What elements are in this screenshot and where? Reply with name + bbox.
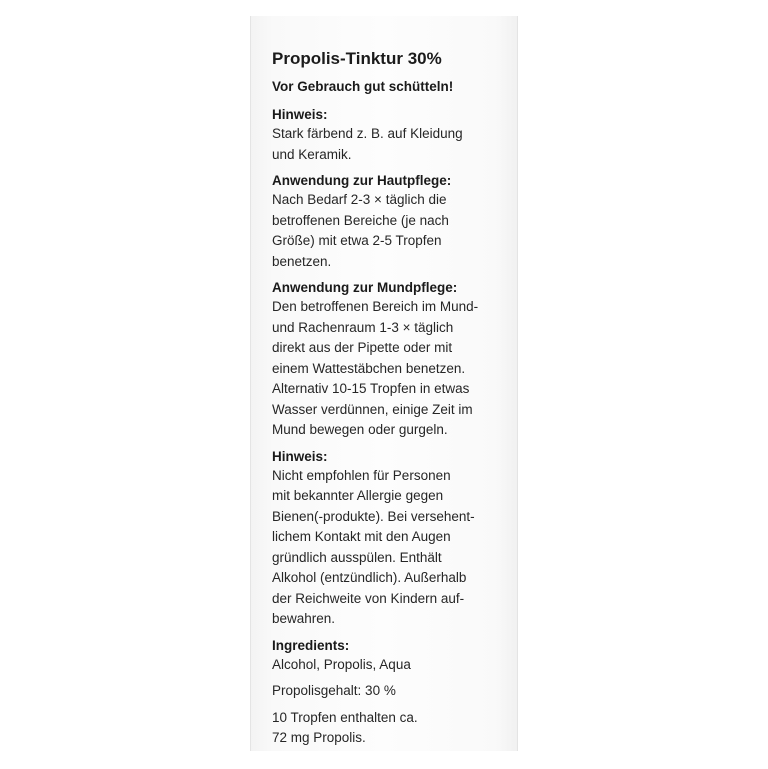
section-text-ingredients — [272, 655, 517, 676]
text-line: betroffenen Bereiche (je nach — [272, 212, 449, 228]
section-heading-ingredients: Ingredients: — [272, 637, 350, 653]
text-line: einem Wattestäbchen benetzen. — [272, 360, 466, 376]
section-text-hinweis-1 — [272, 124, 517, 165]
section-heading-mundpflege: Anwendung zur Mundpflege: — [272, 280, 458, 295]
section-heading-hinweis-2: Hinweis: — [272, 448, 328, 464]
shake-note: Vor Gebrauch gut schütteln! — [272, 79, 454, 94]
product-label — [250, 16, 518, 751]
text-line: und Keramik. — [272, 146, 352, 162]
text-line: direkt aus der Pipette oder mit — [272, 340, 453, 355]
section-heading-hinweis-1: Hinweis: — [272, 107, 328, 122]
text-line: benetzen. — [272, 253, 332, 269]
text-line: Alternativ 10-15 Tropfen in etwas — [272, 381, 470, 396]
text-line: Bienen(-produkte). Bei versehent- — [272, 508, 475, 524]
text-line: Den betroffenen Bereich im Mund- — [272, 299, 479, 314]
text-line: Mund bewegen oder gurgeln. — [272, 422, 448, 437]
text-line: Größe) mit etwa 2-5 Tropfen — [272, 233, 442, 248]
section-text-mundpflege — [272, 297, 517, 441]
section-heading-hautpflege: Anwendung zur Hautpflege: — [272, 173, 452, 188]
text-line: Stark färbend z. B. auf Kleidung — [272, 126, 463, 141]
text-line: Nicht empfohlen für Personen — [272, 467, 451, 483]
dose-info — [272, 708, 517, 749]
text-line: 72 mg Propolis. — [272, 730, 366, 745]
text-line: bewahren. — [272, 611, 336, 626]
text-line: und Rachenraum 1-3 × täglich — [272, 319, 454, 335]
text-line: mit bekannter Allergie gegen — [272, 488, 444, 503]
product-title: Propolis-Tinktur 30% — [272, 49, 442, 68]
propolis-content — [272, 681, 517, 702]
text-line: Alcohol, Propolis, Aqua — [272, 656, 411, 672]
text-line: der Reichweite von Kindern auf- — [272, 590, 465, 606]
section-text-hinweis-2 — [272, 466, 517, 630]
text-line: Alkohol (entzündlich). Außerhalb — [272, 570, 467, 585]
label-content — [272, 48, 517, 753]
text-line: Propolisgehalt: 30 % — [272, 683, 396, 698]
text-line: Wasser verdünnen, einige Zeit im — [272, 401, 473, 417]
text-line: gründlich ausspülen. Enthält — [272, 549, 442, 565]
text-line: Nach Bedarf 2-3 × täglich die — [272, 192, 447, 207]
text-line: lichem Kontakt mit den Augen — [272, 529, 451, 544]
text-line: 10 Tropfen enthalten ca. — [272, 709, 418, 725]
section-text-hautpflege — [272, 190, 517, 272]
